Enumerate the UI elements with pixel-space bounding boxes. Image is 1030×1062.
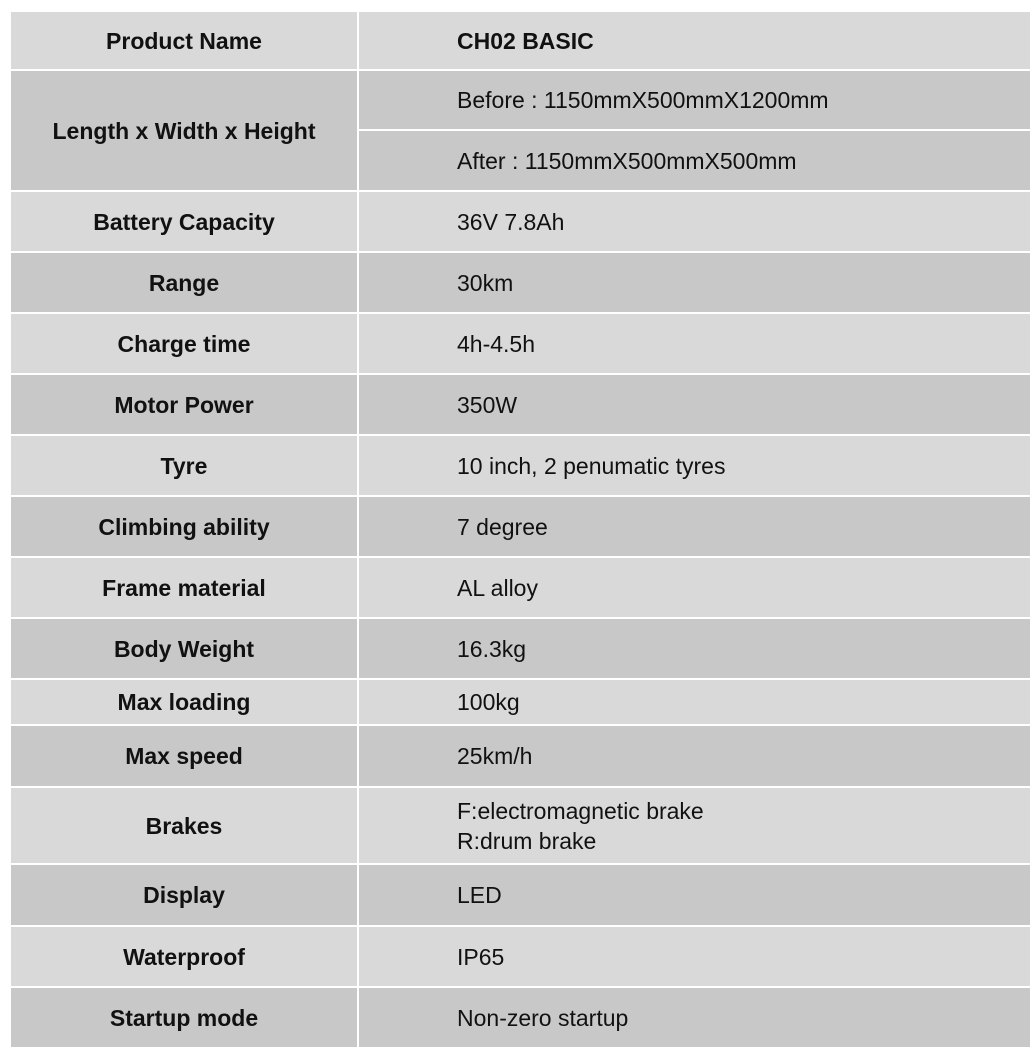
value-body-weight: 16.3kg (358, 618, 1030, 679)
label-max-speed: Max speed (10, 725, 358, 787)
label-waterproof: Waterproof (10, 926, 358, 987)
label-motor-power: Motor Power (10, 374, 358, 435)
value-brakes-front: F:electromagnetic brake (457, 797, 704, 824)
value-brakes (358, 787, 1030, 864)
value-brakes-rear: R:drum brake (457, 827, 597, 854)
label-brakes: Brakes (10, 787, 358, 864)
value-battery: 36V 7.8Ah (358, 191, 1030, 252)
label-charge-time: Charge time (10, 313, 358, 374)
label-range: Range (10, 252, 358, 313)
table-row-climbing (10, 496, 1030, 557)
value-product-name: CH02 BASIC (358, 11, 1030, 70)
table-row-motor-power (10, 374, 1030, 435)
table-row-range (10, 252, 1030, 313)
label-battery: Battery Capacity (10, 191, 358, 252)
table-row-max-loading (10, 679, 1030, 725)
value-frame-material: AL alloy (358, 557, 1030, 618)
value-dimensions-before: Before : 1150mmX500mmX1200mm (358, 70, 1030, 130)
table-row-charge-time (10, 313, 1030, 374)
table-row-tyre (10, 435, 1030, 496)
table-row-body-weight (10, 618, 1030, 679)
value-climbing: 7 degree (358, 496, 1030, 557)
value-display: LED (358, 864, 1030, 926)
value-waterproof: IP65 (358, 926, 1030, 987)
value-range: 30km (358, 252, 1030, 313)
label-startup-mode: Startup mode (10, 987, 358, 1048)
label-climbing: Climbing ability (10, 496, 358, 557)
value-tyre: 10 inch, 2 penumatic tyres (358, 435, 1030, 496)
table-row-product-name (10, 11, 1030, 70)
table-row-dimensions (10, 70, 1030, 130)
table-row-brakes (10, 787, 1030, 864)
table-row-startup-mode (10, 987, 1030, 1048)
value-max-speed: 25km/h (358, 725, 1030, 787)
value-motor-power: 350W (358, 374, 1030, 435)
label-body-weight: Body Weight (10, 618, 358, 679)
label-product-name: Product Name (10, 11, 358, 70)
label-max-loading: Max loading (10, 679, 358, 725)
spec-table (9, 10, 1030, 1049)
label-tyre: Tyre (10, 435, 358, 496)
value-dimensions-after: After : 1150mmX500mmX500mm (358, 130, 1030, 191)
table-row-waterproof (10, 926, 1030, 987)
label-display: Display (10, 864, 358, 926)
value-startup-mode: Non-zero startup (358, 987, 1030, 1048)
table-row-frame-material (10, 557, 1030, 618)
table-row-battery (10, 191, 1030, 252)
value-charge-time: 4h-4.5h (358, 313, 1030, 374)
label-frame-material: Frame material (10, 557, 358, 618)
table-row-display (10, 864, 1030, 926)
table-row-max-speed (10, 725, 1030, 787)
value-max-loading: 100kg (358, 679, 1030, 725)
label-dimensions: Length x Width x Height (10, 70, 358, 191)
